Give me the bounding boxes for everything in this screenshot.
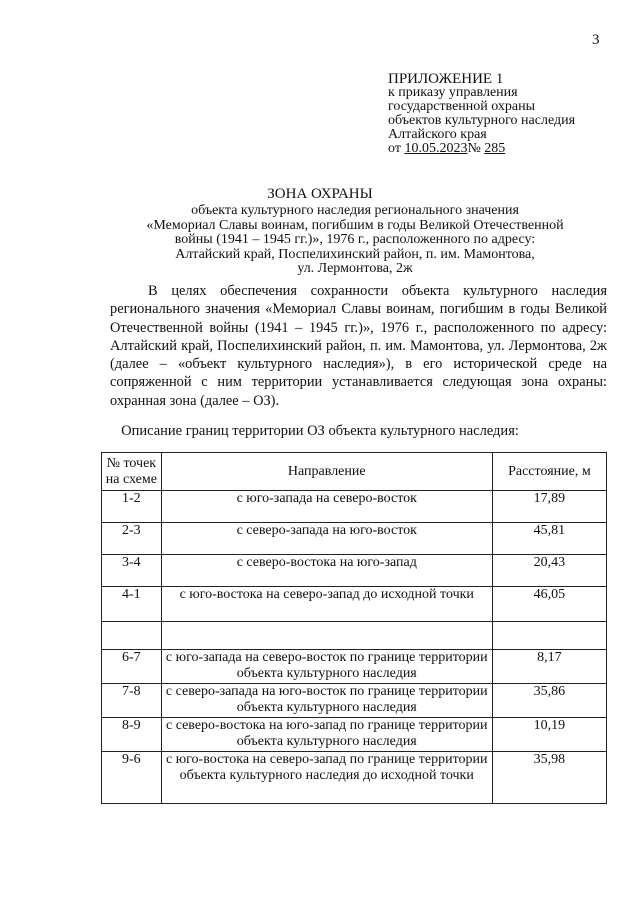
cell-distance: 17,89 (492, 491, 606, 523)
table-row (102, 718, 607, 752)
cell-direction: с северо-востока на юго-запад (161, 555, 492, 587)
cell-distance: 46,05 (492, 587, 606, 622)
boundaries-table (101, 452, 607, 804)
date-prefix: от (388, 141, 405, 156)
cell-points: 7-8 (102, 684, 162, 718)
cell-points: 8-9 (102, 718, 162, 752)
table-row (102, 650, 607, 684)
table-row (102, 491, 607, 523)
cell-direction: с северо-запада на юго-восток (161, 523, 492, 555)
header-distance: Расстояние, м (492, 453, 606, 491)
cell-distance: 10,19 (492, 718, 606, 752)
cell-distance: 8,17 (492, 650, 606, 684)
table-row (102, 555, 607, 587)
appendix-line: к приказу управления (388, 85, 518, 100)
cell-distance: 45,81 (492, 523, 606, 555)
cell-direction: с северо-запада на юго-восток по границе территории объекта культурного наследия (161, 684, 492, 718)
cell-points: 6-7 (102, 650, 162, 684)
appendix-line: Алтайского края (388, 127, 487, 142)
appendix-block (388, 72, 575, 156)
zone-subtitle-line: объекта культурного наследия регионального значения (191, 203, 519, 218)
header-points: № точек на схеме (102, 453, 162, 491)
appendix-line: объектов культурного наследия (388, 113, 576, 128)
cell-distance: 20,43 (492, 555, 606, 587)
cell-points (102, 622, 162, 650)
table-row (102, 622, 607, 650)
cell-points: 4-1 (102, 587, 162, 622)
zone-subtitle-line: «Мемориал Славы воинам, погибшим в годы Великой Отечественной (146, 217, 564, 233)
zone-title: ЗОНА ОХРАНЫ (267, 186, 373, 202)
zone-subtitle (110, 204, 600, 277)
cell-points: 9-6 (102, 752, 162, 804)
table-caption: Описание границ территории ОЗ объекта культурного наследия: (121, 423, 519, 439)
table-row (102, 684, 607, 718)
appendix-date-line (388, 142, 575, 156)
cell-points: 3-4 (102, 555, 162, 587)
cell-points: 1-2 (102, 491, 162, 523)
cell-direction (161, 622, 492, 650)
zone-subtitle-line: Алтайский край, Поспелихинский район, п. им. Мамонтова, (175, 246, 535, 262)
table-header-row (102, 453, 607, 491)
number-prefix: № (467, 141, 485, 156)
table-row (102, 752, 607, 804)
page-number: 3 (592, 32, 600, 48)
header-direction: Направление (161, 453, 492, 491)
table-row (102, 587, 607, 622)
cell-direction: с северо-востока на юго-запад по границе территории объекта культурного наследия (161, 718, 492, 752)
appendix-title: ПРИЛОЖЕНИЕ 1 (388, 71, 504, 87)
order-date: 10.05.2023 (404, 141, 468, 156)
cell-distance: 35,98 (492, 752, 606, 804)
cell-distance (492, 622, 606, 650)
appendix-line: государственной охраны (388, 99, 536, 114)
order-number: 285 (484, 141, 506, 156)
table-row (102, 523, 607, 555)
cell-direction: с юго-запада на северо-восток по границе территории объекта культурного наследия (161, 650, 492, 684)
zone-subtitle-line: войны (1941 – 1945 гг.)», 1976 г., расположенного по адресу: (174, 232, 536, 247)
cell-distance: 35,86 (492, 684, 606, 718)
cell-points: 2-3 (102, 523, 162, 555)
cell-direction: с юго-востока на северо-запад до исходной точки (161, 587, 492, 622)
cell-direction: с юго-запада на северо-восток (161, 491, 492, 523)
zone-subtitle-line: ул. Лермонтова, 2ж (297, 261, 413, 276)
body-paragraph: В целях обеспечения сохранности объекта культурного наследия регионального значения «Мемориал Славы воинам, погибшим в годы Великой Отечественной войны (1941 – 1945 гг.)», 1976 г., расположенного по адресу: Алтайский край, Поспелихинский район, п. им. Мамонтова, ул. Лермонтова, 2ж (далее – «объект культурного наследия»), в его исторической среде на сопряженной с ним территории устанавливается следующая зона охраны: охранная зона (далее – ОЗ). (110, 283, 607, 409)
cell-direction: с юго-востока на северо-запад по границе территории объекта культурного наследия до исходной точки (161, 752, 492, 804)
